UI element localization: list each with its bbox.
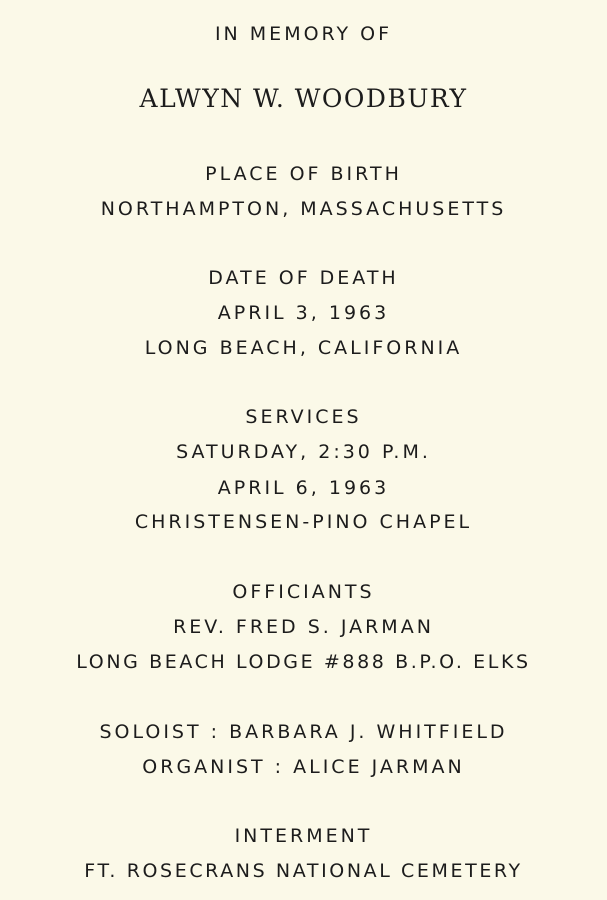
officiants-label: OFFICIANTS — [232, 581, 375, 603]
death-label: DATE OF DEATH — [208, 267, 399, 289]
birth-label: PLACE OF BIRTH — [205, 163, 402, 185]
services-date: APRIL 6, 1963 — [217, 477, 390, 499]
interment-place: FT. ROSECRANS NATIONAL CEMETERY — [84, 860, 523, 882]
services-place: CHRISTENSEN-PINO CHAPEL — [134, 511, 473, 533]
birth-place: NORTHAMPTON, MASSACHUSETTS — [100, 198, 507, 220]
deceased-name: ALWYN W. WOODBURY — [139, 84, 468, 113]
services-label: SERVICES — [245, 406, 362, 428]
death-place: LONG BEACH, CALIFORNIA — [144, 337, 463, 359]
officiant-lodge: LONG BEACH LODGE #888 B.P.O. ELKS — [76, 651, 531, 673]
interment-label: INTERMENT — [234, 825, 373, 847]
organist-line: ORGANIST : ALICE JARMAN — [142, 756, 465, 778]
services-time: SATURDAY, 2:30 P.M. — [176, 441, 431, 463]
death-date: APRIL 3, 1963 — [217, 302, 390, 324]
soloist-line: SOLOIST : BARBARA J. WHITFIELD — [99, 721, 508, 743]
officiant-name: REV. FRED S. JARMAN — [173, 616, 434, 638]
card-heading: IN MEMORY OF — [214, 23, 393, 45]
